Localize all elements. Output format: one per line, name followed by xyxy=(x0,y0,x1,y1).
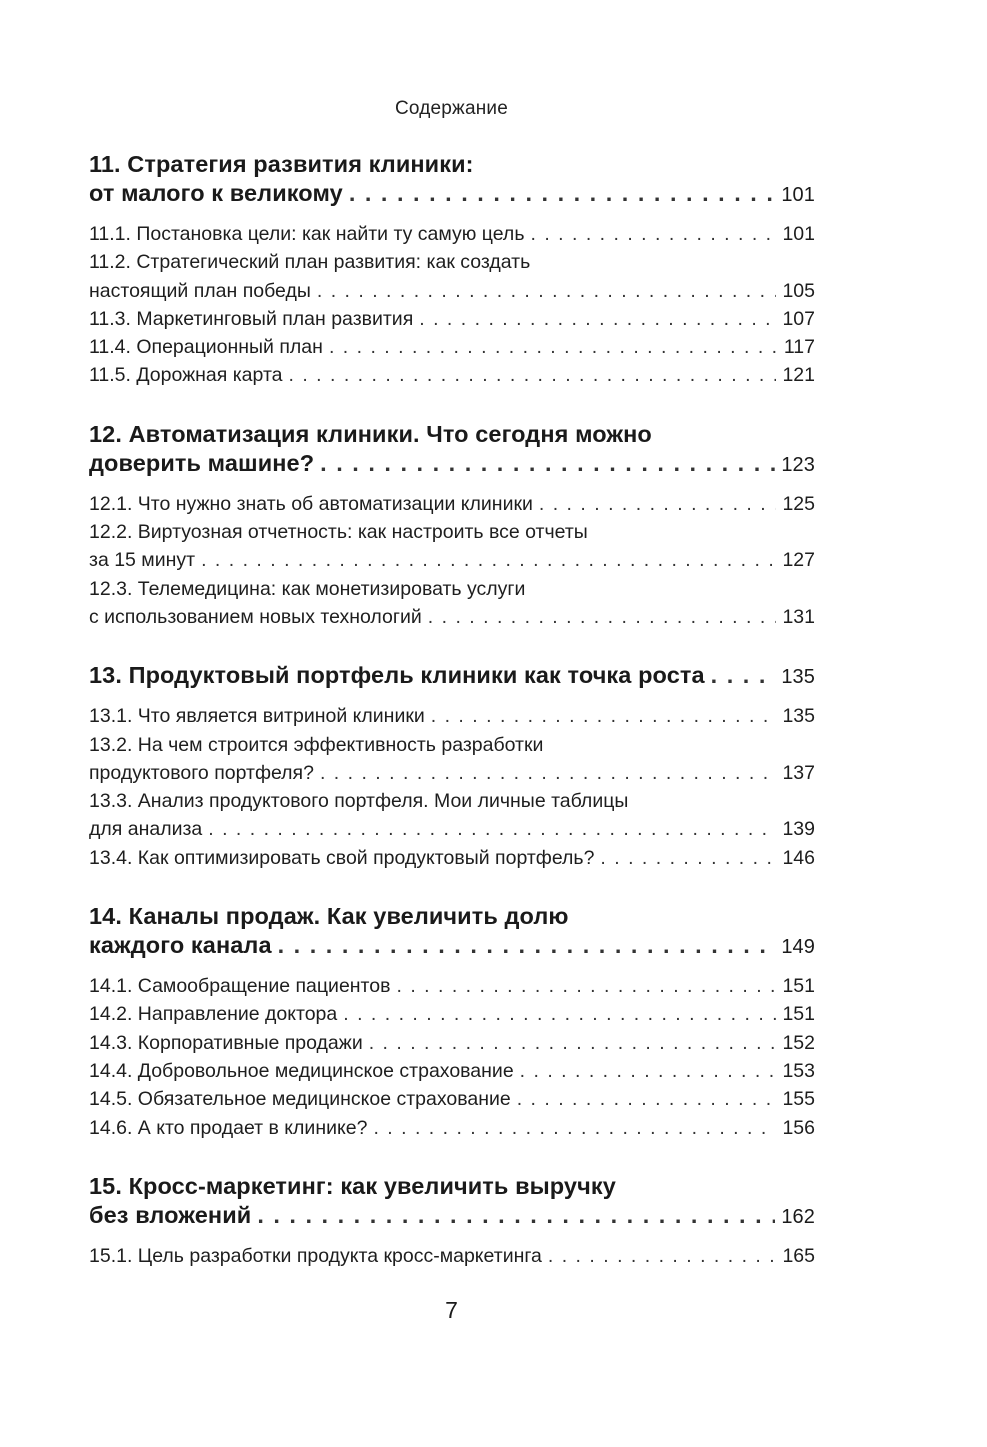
section-page-number: 131 xyxy=(782,605,815,628)
toc-section-entry[interactable] xyxy=(89,490,815,518)
toc-section-entry[interactable] xyxy=(89,575,815,632)
section-title-line: 14.6. А кто продает в клинике? xyxy=(89,1116,368,1139)
dot-leader xyxy=(600,844,776,872)
chapter-heading[interactable] xyxy=(89,902,815,962)
toc-section-entry[interactable] xyxy=(89,1029,815,1057)
section-title-line: 14.2. Направление доктора xyxy=(89,1003,338,1026)
chapter-title-line: доверить машине? xyxy=(89,449,315,476)
section-title-line: 11.4. Операционный план xyxy=(89,336,323,359)
section-page-number: 151 xyxy=(782,1003,815,1026)
toc-chapter xyxy=(89,1172,815,1270)
chapter-title-line: от малого к великому xyxy=(89,180,343,206)
toc-section-entry[interactable] xyxy=(89,731,815,788)
toc-section-entry[interactable] xyxy=(89,1085,815,1113)
running-head: Содержание xyxy=(394,98,509,119)
dot-leader xyxy=(278,931,776,960)
dot-leader xyxy=(201,546,776,574)
section-title-line: 15.1. Цель разработки продукта кросс-маркетинга xyxy=(89,1244,542,1267)
section-title-line: 12.1. Что нужно знать об автоматизации клиники xyxy=(89,492,533,515)
chapter-title-line: 12. Автоматизация клиники. Что сегодня можно xyxy=(89,420,652,447)
chapter-page-number: 123 xyxy=(781,453,815,476)
chapter-title-line: каждого канала xyxy=(89,932,272,959)
dot-leader xyxy=(343,1000,776,1028)
dot-leader xyxy=(428,603,777,631)
section-page-number: 105 xyxy=(782,279,815,302)
dot-leader xyxy=(373,1114,776,1142)
dot-leader xyxy=(349,179,776,208)
dot-leader xyxy=(539,490,777,518)
section-page-number: 165 xyxy=(782,1244,815,1267)
toc-section-entry[interactable] xyxy=(89,1114,815,1142)
section-title-line: продуктового портфеля? xyxy=(89,761,314,784)
dot-leader xyxy=(369,1029,777,1057)
chapter-heading[interactable] xyxy=(89,150,815,210)
toc-chapter xyxy=(89,150,815,390)
section-page-number: 125 xyxy=(782,492,815,515)
page-number: 7 xyxy=(445,1297,458,1323)
section-title-line: 12.2. Виртуозная отчетность: как настроить все отчеты xyxy=(89,521,588,544)
toc-section-entry[interactable] xyxy=(89,248,815,305)
section-page-number: 152 xyxy=(782,1031,815,1054)
dot-leader xyxy=(396,972,776,1000)
section-page-number: 153 xyxy=(782,1059,815,1082)
dot-leader xyxy=(289,361,777,389)
dot-leader xyxy=(548,1242,777,1270)
toc-chapter xyxy=(89,420,815,631)
section-title-line: 13.3. Анализ продуктового портфеля. Мои личные таблицы xyxy=(89,790,629,813)
dot-leader xyxy=(329,333,778,361)
chapter-title-line: 15. Кросс-маркетинг: как увеличить выручку xyxy=(89,1172,616,1199)
section-title-line: за 15 минут xyxy=(89,549,196,572)
dot-leader xyxy=(320,449,775,478)
chapter-page-number: 101 xyxy=(781,184,815,206)
section-title-line: 13.1. Что является витриной клиники xyxy=(89,705,425,728)
table-of-contents xyxy=(89,150,815,1300)
section-page-number: 127 xyxy=(782,549,815,572)
chapter-title-line: 13. Продуктовый портфель клиники как точка роста xyxy=(89,662,705,689)
section-page-number: 137 xyxy=(782,761,815,784)
section-title-line: 14.1. Самообращение пациентов xyxy=(89,975,391,998)
chapter-title-line: 11. Стратегия развития клиники: xyxy=(89,151,474,177)
section-title-line: 11.2. Стратегический план развития: как создать xyxy=(89,251,531,274)
section-page-number: 151 xyxy=(782,975,815,998)
section-page-number: 121 xyxy=(782,364,815,387)
toc-section-entry[interactable] xyxy=(89,1057,815,1085)
section-title-line: 14.3. Корпоративные продажи xyxy=(89,1031,363,1054)
toc-section-entry[interactable] xyxy=(89,702,815,730)
chapter-title-line: 14. Каналы продаж. Как увеличить долю xyxy=(89,903,569,930)
section-page-number: 135 xyxy=(782,705,815,728)
section-title-line: для анализа xyxy=(89,818,203,841)
section-title-line: 11.3. Маркетинговый план развития xyxy=(89,307,414,330)
chapter-heading[interactable] xyxy=(89,661,815,692)
section-page-number: 155 xyxy=(782,1088,815,1111)
chapter-page-number: 135 xyxy=(781,666,815,689)
toc-section-entry[interactable] xyxy=(89,518,815,575)
chapter-title-line: без вложений xyxy=(89,1201,252,1228)
chapter-page-number: 149 xyxy=(781,936,815,959)
section-title-line: 13.2. На чем строится эффективность разработки xyxy=(89,733,544,756)
toc-section-entry[interactable] xyxy=(89,972,815,1000)
section-page-number: 146 xyxy=(782,846,815,869)
section-title-line: 13.4. Как оптимизировать свой продуктовый портфель? xyxy=(89,846,595,869)
dot-leader xyxy=(208,815,776,843)
toc-chapter xyxy=(89,661,815,872)
section-page-number: 117 xyxy=(783,336,815,359)
dot-leader xyxy=(520,1057,777,1085)
toc-section-entry[interactable] xyxy=(89,1242,815,1270)
section-title-line: с использованием новых технологий xyxy=(89,605,422,628)
dot-leader xyxy=(431,702,777,730)
chapter-page-number: 162 xyxy=(781,1205,815,1228)
toc-section-entry[interactable] xyxy=(89,333,815,361)
dot-leader xyxy=(257,1201,775,1230)
dot-leader xyxy=(317,277,777,305)
dot-leader xyxy=(711,661,776,690)
toc-section-entry[interactable] xyxy=(89,844,815,872)
toc-chapter xyxy=(89,902,815,1142)
section-page-number: 101 xyxy=(782,223,815,245)
chapter-heading[interactable] xyxy=(89,1172,815,1232)
dot-leader xyxy=(530,220,776,248)
dot-leader xyxy=(517,1085,777,1113)
chapter-heading[interactable] xyxy=(89,420,815,480)
dot-leader xyxy=(320,759,776,787)
section-page-number: 156 xyxy=(782,1116,815,1139)
section-title-line: 14.4. Добровольное медицинское страхование xyxy=(89,1059,514,1082)
section-title-line: 11.1. Постановка цели: как найти ту самую цель xyxy=(89,223,525,245)
section-page-number: 107 xyxy=(782,307,815,330)
toc-section-entry[interactable] xyxy=(89,220,815,248)
toc-section-entry[interactable] xyxy=(89,305,815,333)
section-page-number: 139 xyxy=(782,818,815,841)
section-title-line: 11.5. Дорожная карта xyxy=(89,364,283,387)
section-title-line: настоящий план победы xyxy=(89,279,311,302)
toc-section-entry[interactable] xyxy=(89,787,815,844)
section-title-line: 12.3. Телемедицина: как монетизировать услуги xyxy=(89,577,526,600)
toc-section-entry[interactable] xyxy=(89,1000,815,1028)
toc-section-entry[interactable] xyxy=(89,361,815,389)
section-title-line: 14.5. Обязательное медицинское страхование xyxy=(89,1088,511,1111)
dot-leader xyxy=(419,305,776,333)
